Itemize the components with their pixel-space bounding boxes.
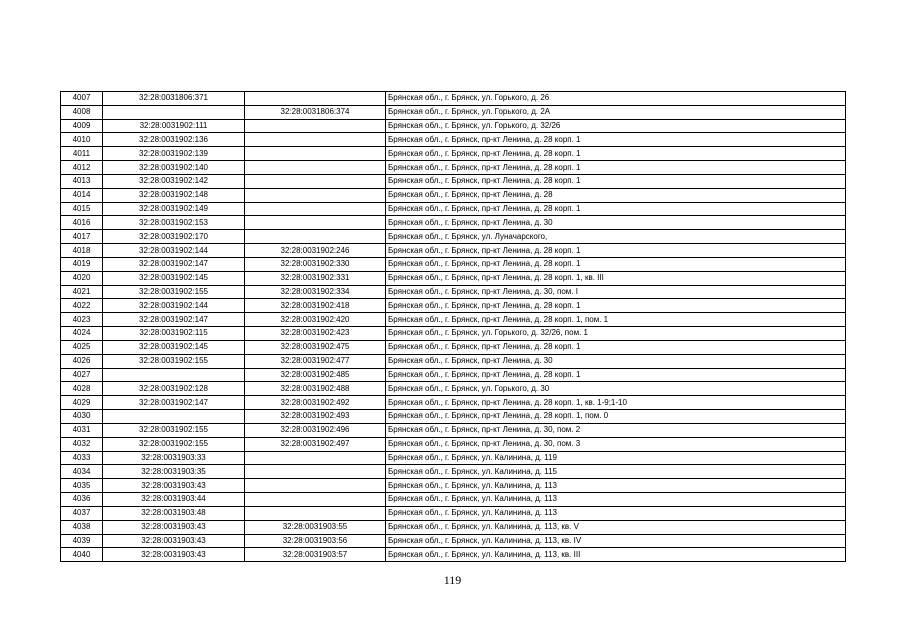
table-row xyxy=(61,244,846,258)
row-number-cell: 4022 xyxy=(61,299,103,313)
linked-cadastral-number-cell: 32:28:0031903:57 xyxy=(245,548,386,562)
linked-cadastral-number-cell: 32:28:0031902:246 xyxy=(245,244,386,258)
property-table-body xyxy=(61,92,846,562)
address-cell: Брянская обл., г. Брянск, ул. Луначарского, xyxy=(386,230,846,244)
linked-cadastral-number-cell: 32:28:0031902:493 xyxy=(245,410,386,424)
cadastral-number-cell: 32:28:0031902:147 xyxy=(103,313,245,327)
table-row xyxy=(61,313,846,327)
cadastral-number-cell: 32:28:0031902:145 xyxy=(103,271,245,285)
address-cell: Брянская обл., г. Брянск, пр-кт Ленина, д. 28 корп. 1 xyxy=(386,174,846,188)
cadastral-number-cell: 32:28:0031902:155 xyxy=(103,354,245,368)
address-cell: Брянская обл., г. Брянск, пр-кт Ленина, д. 28 корп. 1, пом. 0 xyxy=(386,410,846,424)
address-cell: Брянская обл., г. Брянск, ул. Горького, д. 30 xyxy=(386,382,846,396)
linked-cadastral-number-cell xyxy=(245,479,386,493)
cadastral-number-cell: 32:28:0031902:155 xyxy=(103,285,245,299)
row-number-cell: 4025 xyxy=(61,340,103,354)
cadastral-number-cell xyxy=(103,105,245,119)
table-row xyxy=(61,147,846,161)
row-number-cell: 4014 xyxy=(61,188,103,202)
linked-cadastral-number-cell: 32:28:0031902:475 xyxy=(245,340,386,354)
address-cell: Брянская обл., г. Брянск, ул. Калинина, д. 115 xyxy=(386,465,846,479)
property-table xyxy=(60,91,846,562)
address-cell: Брянская обл., г. Брянск, пр-кт Ленина, д. 30 xyxy=(386,354,846,368)
table-row xyxy=(61,506,846,520)
table-row xyxy=(61,285,846,299)
cadastral-number-cell: 32:28:0031903:43 xyxy=(103,534,245,548)
row-number-cell: 4039 xyxy=(61,534,103,548)
linked-cadastral-number-cell: 32:28:0031902:331 xyxy=(245,271,386,285)
row-number-cell: 4008 xyxy=(61,105,103,119)
cadastral-number-cell: 32:28:0031902:144 xyxy=(103,244,245,258)
address-cell: Брянская обл., г. Брянск, ул. Калинина, д. 113 xyxy=(386,479,846,493)
address-cell: Брянская обл., г. Брянск, пр-кт Ленина, д. 28 корп. 1 xyxy=(386,202,846,216)
address-cell: Брянская обл., г. Брянск, пр-кт Ленина, д. 28 корп. 1 xyxy=(386,299,846,313)
table-row xyxy=(61,340,846,354)
linked-cadastral-number-cell: 32:28:0031806:374 xyxy=(245,105,386,119)
row-number-cell: 4034 xyxy=(61,465,103,479)
table-row xyxy=(61,382,846,396)
address-cell: Брянская обл., г. Брянск, ул. Калинина, д. 113, кв. IV xyxy=(386,534,846,548)
table-row xyxy=(61,396,846,410)
table-row xyxy=(61,520,846,534)
cadastral-number-cell: 32:28:0031902:115 xyxy=(103,327,245,341)
table-row xyxy=(61,161,846,175)
row-number-cell: 4009 xyxy=(61,119,103,133)
table-row xyxy=(61,354,846,368)
address-cell: Брянская обл., г. Брянск, пр-кт Ленина, д. 28 корп. 1, кв. 1-9;1-10 xyxy=(386,396,846,410)
cadastral-number-cell: 32:28:0031902:153 xyxy=(103,216,245,230)
table-row xyxy=(61,410,846,424)
linked-cadastral-number-cell: 32:28:0031902:334 xyxy=(245,285,386,299)
row-number-cell: 4007 xyxy=(61,92,103,106)
address-cell: Брянская обл., г. Брянск, пр-кт Ленина, д. 28 корп. 1 xyxy=(386,368,846,382)
linked-cadastral-number-cell: 32:28:0031902:418 xyxy=(245,299,386,313)
table-row xyxy=(61,493,846,507)
linked-cadastral-number-cell: 32:28:0031903:55 xyxy=(245,520,386,534)
linked-cadastral-number-cell: 32:28:0031902:330 xyxy=(245,257,386,271)
address-cell: Брянская обл., г. Брянск, ул. Калинина, д. 113 xyxy=(386,506,846,520)
cadastral-number-cell: 32:28:0031902:128 xyxy=(103,382,245,396)
row-number-cell: 4038 xyxy=(61,520,103,534)
address-cell: Брянская обл., г. Брянск, пр-кт Ленина, д. 30, пом. 2 xyxy=(386,423,846,437)
linked-cadastral-number-cell xyxy=(245,119,386,133)
address-cell: Брянская обл., г. Брянск, ул. Горького, д. 32/26, пом. 1 xyxy=(386,327,846,341)
linked-cadastral-number-cell xyxy=(245,202,386,216)
address-cell: Брянская обл., г. Брянск, пр-кт Ленина, д. 28 корп. 1, кв. III xyxy=(386,271,846,285)
table-row xyxy=(61,479,846,493)
row-number-cell: 4016 xyxy=(61,216,103,230)
linked-cadastral-number-cell xyxy=(245,174,386,188)
linked-cadastral-number-cell xyxy=(245,216,386,230)
address-cell: Брянская обл., г. Брянск, пр-кт Ленина, д. 30 xyxy=(386,216,846,230)
row-number-cell: 4032 xyxy=(61,437,103,451)
row-number-cell: 4019 xyxy=(61,257,103,271)
row-number-cell: 4020 xyxy=(61,271,103,285)
row-number-cell: 4033 xyxy=(61,451,103,465)
cadastral-number-cell: 32:28:0031902:142 xyxy=(103,174,245,188)
linked-cadastral-number-cell: 32:28:0031903:56 xyxy=(245,534,386,548)
address-cell: Брянская обл., г. Брянск, пр-кт Ленина, д. 30, пом. I xyxy=(386,285,846,299)
address-cell: Брянская обл., г. Брянск, ул. Калинина, д. 113 xyxy=(386,493,846,507)
table-row xyxy=(61,188,846,202)
table-row xyxy=(61,327,846,341)
linked-cadastral-number-cell xyxy=(245,451,386,465)
address-cell: Брянская обл., г. Брянск, ул. Горького, д. 32/26 xyxy=(386,119,846,133)
linked-cadastral-number-cell: 32:28:0031902:477 xyxy=(245,354,386,368)
address-cell: Брянская обл., г. Брянск, пр-кт Ленина, д. 28 корп. 1 xyxy=(386,340,846,354)
row-number-cell: 4037 xyxy=(61,506,103,520)
cadastral-number-cell: 32:28:0031903:35 xyxy=(103,465,245,479)
row-number-cell: 4024 xyxy=(61,327,103,341)
row-number-cell: 4028 xyxy=(61,382,103,396)
cadastral-number-cell: 32:28:0031902:144 xyxy=(103,299,245,313)
row-number-cell: 4011 xyxy=(61,147,103,161)
table-row xyxy=(61,451,846,465)
linked-cadastral-number-cell: 32:28:0031902:492 xyxy=(245,396,386,410)
cadastral-number-cell: 32:28:0031902:140 xyxy=(103,161,245,175)
table-row xyxy=(61,299,846,313)
table-row xyxy=(61,230,846,244)
address-cell: Брянская обл., г. Брянск, пр-кт Ленина, д. 28 корп. 1 xyxy=(386,244,846,258)
linked-cadastral-number-cell: 32:28:0031902:423 xyxy=(245,327,386,341)
linked-cadastral-number-cell xyxy=(245,147,386,161)
row-number-cell: 4010 xyxy=(61,133,103,147)
row-number-cell: 4015 xyxy=(61,202,103,216)
cadastral-number-cell: 32:28:0031903:44 xyxy=(103,493,245,507)
linked-cadastral-number-cell: 32:28:0031902:496 xyxy=(245,423,386,437)
row-number-cell: 4026 xyxy=(61,354,103,368)
cadastral-number-cell xyxy=(103,410,245,424)
table-row xyxy=(61,216,846,230)
cadastral-number-cell: 32:28:0031902:136 xyxy=(103,133,245,147)
address-cell: Брянская обл., г. Брянск, ул. Калинина, д. 113, кв. V xyxy=(386,520,846,534)
cadastral-number-cell: 32:28:0031902:149 xyxy=(103,202,245,216)
table-row xyxy=(61,423,846,437)
row-number-cell: 4040 xyxy=(61,548,103,562)
table-row xyxy=(61,548,846,562)
cadastral-number-cell: 32:28:0031902:155 xyxy=(103,437,245,451)
cadastral-number-cell: 32:28:0031806:371 xyxy=(103,92,245,106)
cadastral-number-cell: 32:28:0031902:147 xyxy=(103,396,245,410)
address-cell: Брянская обл., г. Брянск, пр-кт Ленина, д. 28 xyxy=(386,188,846,202)
address-cell: Брянская обл., г. Брянск, пр-кт Ленина, д. 28 корп. 1 xyxy=(386,257,846,271)
row-number-cell: 4018 xyxy=(61,244,103,258)
table-row xyxy=(61,534,846,548)
table-row xyxy=(61,465,846,479)
table-row xyxy=(61,133,846,147)
address-cell: Брянская обл., г. Брянск, ул. Горького, д. 2А xyxy=(386,105,846,119)
linked-cadastral-number-cell xyxy=(245,92,386,106)
cadastral-number-cell: 32:28:0031903:43 xyxy=(103,548,245,562)
linked-cadastral-number-cell xyxy=(245,188,386,202)
linked-cadastral-number-cell: 32:28:0031902:488 xyxy=(245,382,386,396)
table-row xyxy=(61,92,846,106)
linked-cadastral-number-cell xyxy=(245,161,386,175)
table-row xyxy=(61,257,846,271)
table-row xyxy=(61,202,846,216)
cadastral-number-cell: 32:28:0031902:147 xyxy=(103,257,245,271)
linked-cadastral-number-cell: 32:28:0031902:420 xyxy=(245,313,386,327)
row-number-cell: 4021 xyxy=(61,285,103,299)
address-cell: Брянская обл., г. Брянск, ул. Калинина, д. 119 xyxy=(386,451,846,465)
table-row xyxy=(61,368,846,382)
cadastral-number-cell: 32:28:0031902:111 xyxy=(103,119,245,133)
table-row xyxy=(61,271,846,285)
table-row xyxy=(61,174,846,188)
linked-cadastral-number-cell: 32:28:0031902:497 xyxy=(245,437,386,451)
cadastral-number-cell: 32:28:0031902:148 xyxy=(103,188,245,202)
row-number-cell: 4035 xyxy=(61,479,103,493)
row-number-cell: 4030 xyxy=(61,410,103,424)
cadastral-number-cell: 32:28:0031903:33 xyxy=(103,451,245,465)
cadastral-number-cell: 32:28:0031902:145 xyxy=(103,340,245,354)
address-cell: Брянская обл., г. Брянск, пр-кт Ленина, д. 28 корп. 1, пом. 1 xyxy=(386,313,846,327)
cadastral-number-cell: 32:28:0031902:139 xyxy=(103,147,245,161)
address-cell: Брянская обл., г. Брянск, пр-кт Ленина, д. 28 корп. 1 xyxy=(386,133,846,147)
address-cell: Брянская обл., г. Брянск, пр-кт Ленина, д. 30, пом. 3 xyxy=(386,437,846,451)
linked-cadastral-number-cell xyxy=(245,493,386,507)
row-number-cell: 4023 xyxy=(61,313,103,327)
row-number-cell: 4017 xyxy=(61,230,103,244)
cadastral-number-cell: 32:28:0031902:155 xyxy=(103,423,245,437)
linked-cadastral-number-cell xyxy=(245,133,386,147)
cadastral-number-cell: 32:28:0031903:43 xyxy=(103,520,245,534)
row-number-cell: 4027 xyxy=(61,368,103,382)
linked-cadastral-number-cell xyxy=(245,230,386,244)
table-row xyxy=(61,437,846,451)
linked-cadastral-number-cell xyxy=(245,465,386,479)
row-number-cell: 4036 xyxy=(61,493,103,507)
cadastral-number-cell: 32:28:0031903:48 xyxy=(103,506,245,520)
row-number-cell: 4031 xyxy=(61,423,103,437)
linked-cadastral-number-cell xyxy=(245,506,386,520)
linked-cadastral-number-cell: 32:28:0031902:485 xyxy=(245,368,386,382)
row-number-cell: 4029 xyxy=(61,396,103,410)
page-number: 119 xyxy=(443,573,462,587)
table-row xyxy=(61,105,846,119)
cadastral-number-cell: 32:28:0031902:170 xyxy=(103,230,245,244)
cadastral-number-cell xyxy=(103,368,245,382)
cadastral-number-cell: 32:28:0031903:43 xyxy=(103,479,245,493)
address-cell: Брянская обл., г. Брянск, ул. Калинина, д. 113, кв. III xyxy=(386,548,846,562)
row-number-cell: 4013 xyxy=(61,174,103,188)
address-cell: Брянская обл., г. Брянск, ул. Горького, д. 26 xyxy=(386,92,846,106)
row-number-cell: 4012 xyxy=(61,161,103,175)
table-row xyxy=(61,119,846,133)
address-cell: Брянская обл., г. Брянск, пр-кт Ленина, д. 28 корп. 1 xyxy=(386,161,846,175)
address-cell: Брянская обл., г. Брянск, пр-кт Ленина, д. 28 корп. 1 xyxy=(386,147,846,161)
